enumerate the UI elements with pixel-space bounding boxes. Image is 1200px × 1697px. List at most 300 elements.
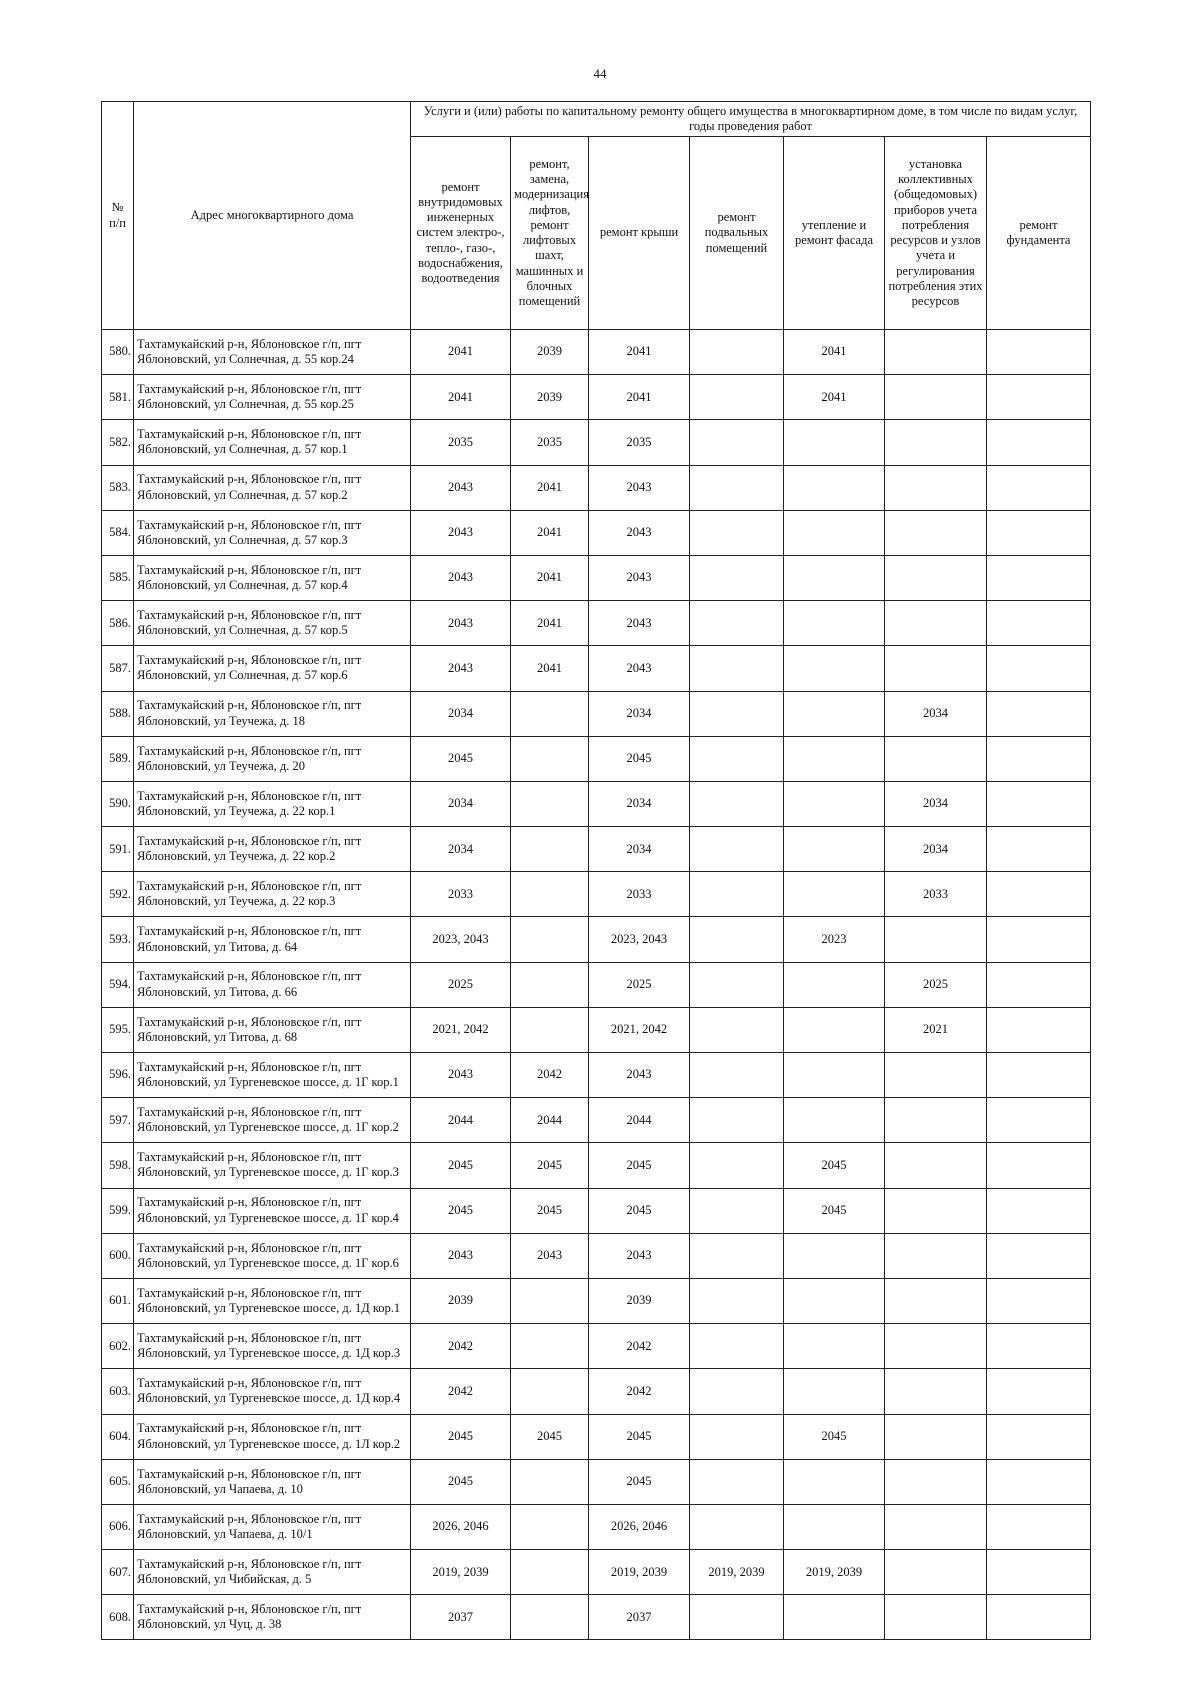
row-year-cell xyxy=(690,465,784,510)
row-year-cell: 2043 xyxy=(411,465,511,510)
row-year-cell xyxy=(690,420,784,465)
table-row xyxy=(102,1143,1091,1188)
row-year-cell xyxy=(987,917,1091,962)
row-year-cell xyxy=(784,465,885,510)
row-year-cell xyxy=(885,736,987,781)
row-year-cell: 2037 xyxy=(589,1595,690,1640)
row-number: 583. xyxy=(102,465,134,510)
table-row xyxy=(102,962,1091,1007)
row-year-cell: 2039 xyxy=(511,375,589,420)
row-year-cell xyxy=(784,736,885,781)
row-year-cell: 2043 xyxy=(589,646,690,691)
row-address: Тахтамукайский р-н, Яблоновское г/п, пгт Яблоновский, ул Теучежа, д. 22 кор.3 xyxy=(134,872,411,917)
row-year-cell xyxy=(987,465,1091,510)
table-row xyxy=(102,917,1091,962)
row-year-cell xyxy=(511,1369,589,1414)
row-year-cell xyxy=(987,691,1091,736)
row-year-cell xyxy=(511,1459,589,1504)
row-year-cell xyxy=(987,1143,1091,1188)
row-year-cell xyxy=(511,827,589,872)
row-year-cell xyxy=(885,1595,987,1640)
table-header xyxy=(102,102,1091,330)
row-year-cell xyxy=(690,1233,784,1278)
row-number: 603. xyxy=(102,1369,134,1414)
row-number: 585. xyxy=(102,555,134,600)
row-year-cell xyxy=(784,781,885,826)
row-year-cell xyxy=(511,1278,589,1323)
row-year-cell xyxy=(784,691,885,736)
row-year-cell xyxy=(511,781,589,826)
row-address: Тахтамукайский р-н, Яблоновское г/п, пгт Яблоновский, ул Солнечная, д. 57 кор.2 xyxy=(134,465,411,510)
row-year-cell: 2041 xyxy=(511,646,589,691)
row-year-cell xyxy=(511,962,589,1007)
row-year-cell xyxy=(885,1324,987,1369)
row-year-cell xyxy=(784,1278,885,1323)
row-year-cell: 2033 xyxy=(885,872,987,917)
row-year-cell xyxy=(987,1369,1091,1414)
row-year-cell xyxy=(690,646,784,691)
table-row xyxy=(102,872,1091,917)
row-year-cell: 2035 xyxy=(511,420,589,465)
row-year-cell: 2045 xyxy=(411,1414,511,1459)
row-year-cell: 2044 xyxy=(511,1098,589,1143)
row-year-cell: 2034 xyxy=(885,691,987,736)
row-year-cell xyxy=(690,827,784,872)
row-year-cell xyxy=(987,781,1091,826)
row-year-cell: 2034 xyxy=(885,781,987,826)
table-row xyxy=(102,555,1091,600)
row-year-cell: 2033 xyxy=(411,872,511,917)
row-year-cell xyxy=(885,1278,987,1323)
row-number: 601. xyxy=(102,1278,134,1323)
row-number: 591. xyxy=(102,827,134,872)
row-address: Тахтамукайский р-н, Яблоновское г/п, пгт Яблоновский, ул Чапаева, д. 10 xyxy=(134,1459,411,1504)
row-year-cell: 2045 xyxy=(784,1143,885,1188)
row-year-cell xyxy=(987,601,1091,646)
table-row xyxy=(102,1324,1091,1369)
row-year-cell xyxy=(690,736,784,781)
row-year-cell: 2043 xyxy=(411,510,511,555)
row-year-cell: 2041 xyxy=(511,465,589,510)
row-year-cell xyxy=(885,1233,987,1278)
row-year-cell: 2034 xyxy=(589,827,690,872)
row-year-cell xyxy=(987,420,1091,465)
row-year-cell xyxy=(690,1369,784,1414)
row-year-cell xyxy=(987,375,1091,420)
table-row xyxy=(102,1053,1091,1098)
row-year-cell: 2044 xyxy=(411,1098,511,1143)
row-number: 599. xyxy=(102,1188,134,1233)
row-address: Тахтамукайский р-н, Яблоновское г/п, пгт Яблоновский, ул Чибийская, д. 5 xyxy=(134,1550,411,1595)
row-year-cell xyxy=(511,736,589,781)
row-year-cell: 2023 xyxy=(784,917,885,962)
row-year-cell xyxy=(690,781,784,826)
row-year-cell xyxy=(987,736,1091,781)
row-year-cell: 2026, 2046 xyxy=(589,1504,690,1549)
row-year-cell: 2043 xyxy=(411,555,511,600)
row-year-cell: 2043 xyxy=(589,510,690,555)
row-year-cell xyxy=(690,1143,784,1188)
row-year-cell: 2021, 2042 xyxy=(589,1007,690,1052)
row-year-cell: 2041 xyxy=(511,601,589,646)
row-year-cell: 2045 xyxy=(411,1143,511,1188)
row-year-cell: 2034 xyxy=(885,827,987,872)
row-year-cell: 2023, 2043 xyxy=(589,917,690,962)
row-year-cell: 2045 xyxy=(511,1143,589,1188)
row-number: 595. xyxy=(102,1007,134,1052)
row-year-cell xyxy=(987,1324,1091,1369)
row-address: Тахтамукайский р-н, Яблоновское г/п, пгт Яблоновский, ул Теучежа, д. 22 кор.1 xyxy=(134,781,411,826)
row-year-cell xyxy=(987,1233,1091,1278)
row-year-cell xyxy=(987,1550,1091,1595)
row-address: Тахтамукайский р-н, Яблоновское г/п, пгт Яблоновский, ул Солнечная, д. 55 кор.25 xyxy=(134,375,411,420)
row-year-cell: 2042 xyxy=(411,1324,511,1369)
row-year-cell: 2043 xyxy=(589,601,690,646)
header-address: Адрес многоквартирного дома xyxy=(134,102,411,330)
row-year-cell xyxy=(885,465,987,510)
row-year-cell xyxy=(690,1053,784,1098)
row-year-cell: 2041 xyxy=(784,330,885,375)
row-number: 602. xyxy=(102,1324,134,1369)
row-number: 582. xyxy=(102,420,134,465)
row-year-cell xyxy=(987,1595,1091,1640)
table-row xyxy=(102,1550,1091,1595)
row-year-cell xyxy=(690,330,784,375)
table-row xyxy=(102,330,1091,375)
row-number: 597. xyxy=(102,1098,134,1143)
row-year-cell: 2045 xyxy=(784,1414,885,1459)
row-number: 589. xyxy=(102,736,134,781)
row-year-cell xyxy=(784,555,885,600)
row-year-cell: 2034 xyxy=(411,827,511,872)
row-year-cell: 2045 xyxy=(511,1414,589,1459)
row-number: 600. xyxy=(102,1233,134,1278)
row-year-cell xyxy=(690,1324,784,1369)
row-year-cell xyxy=(987,1278,1091,1323)
row-year-cell: 2045 xyxy=(589,1414,690,1459)
row-year-cell: 2019, 2039 xyxy=(690,1550,784,1595)
table-row xyxy=(102,646,1091,691)
row-year-cell: 2025 xyxy=(589,962,690,1007)
row-year-cell xyxy=(885,1143,987,1188)
row-year-cell xyxy=(885,1098,987,1143)
row-address: Тахтамукайский р-н, Яблоновское г/п, пгт Яблоновский, ул Тургеневское шоссе, д. 1Л кор.2 xyxy=(134,1414,411,1459)
row-year-cell: 2019, 2039 xyxy=(784,1550,885,1595)
row-address: Тахтамукайский р-н, Яблоновское г/п, пгт Яблоновский, ул Тургеневское шоссе, д. 1Г кор.2 xyxy=(134,1098,411,1143)
row-year-cell xyxy=(885,1414,987,1459)
row-number: 608. xyxy=(102,1595,134,1640)
row-year-cell: 2045 xyxy=(589,1143,690,1188)
row-year-cell xyxy=(511,1550,589,1595)
row-year-cell xyxy=(690,375,784,420)
row-year-cell xyxy=(987,555,1091,600)
header-services-group: Услуги и (или) работы по капитальному ремонту общего имущества в многоквартирном доме, в том числе по видам услуг, годы проведения работ xyxy=(411,102,1091,137)
row-year-cell xyxy=(885,510,987,555)
row-year-cell: 2025 xyxy=(411,962,511,1007)
row-year-cell: 2039 xyxy=(589,1278,690,1323)
row-year-cell: 2042 xyxy=(511,1053,589,1098)
row-year-cell xyxy=(885,1053,987,1098)
row-year-cell xyxy=(784,1324,885,1369)
row-year-cell xyxy=(885,330,987,375)
row-year-cell: 2025 xyxy=(885,962,987,1007)
row-year-cell xyxy=(987,646,1091,691)
row-year-cell: 2034 xyxy=(411,691,511,736)
row-year-cell xyxy=(784,1098,885,1143)
row-address: Тахтамукайский р-н, Яблоновское г/п, пгт Яблоновский, ул Чуц, д. 38 xyxy=(134,1595,411,1640)
row-year-cell xyxy=(987,1504,1091,1549)
row-year-cell: 2045 xyxy=(411,1459,511,1504)
row-number: 590. xyxy=(102,781,134,826)
row-year-cell: 2041 xyxy=(784,375,885,420)
row-year-cell xyxy=(784,1459,885,1504)
row-year-cell xyxy=(885,917,987,962)
row-year-cell xyxy=(690,1007,784,1052)
row-year-cell xyxy=(987,1414,1091,1459)
row-year-cell xyxy=(885,375,987,420)
row-number: 594. xyxy=(102,962,134,1007)
row-year-cell: 2041 xyxy=(411,375,511,420)
row-year-cell: 2045 xyxy=(589,1459,690,1504)
header-facade: утепление и ремонт фасада xyxy=(784,137,885,330)
row-year-cell: 2033 xyxy=(589,872,690,917)
row-year-cell xyxy=(690,1504,784,1549)
row-year-cell xyxy=(987,1188,1091,1233)
table-row xyxy=(102,1369,1091,1414)
row-year-cell: 2042 xyxy=(589,1369,690,1414)
row-number: 584. xyxy=(102,510,134,555)
row-address: Тахтамукайский р-н, Яблоновское г/п, пгт Яблоновский, ул Теучежа, д. 20 xyxy=(134,736,411,781)
row-year-cell xyxy=(511,1007,589,1052)
row-number: 581. xyxy=(102,375,134,420)
row-year-cell: 2042 xyxy=(411,1369,511,1414)
row-year-cell: 2039 xyxy=(511,330,589,375)
table-row xyxy=(102,1595,1091,1640)
row-year-cell: 2037 xyxy=(411,1595,511,1640)
row-year-cell xyxy=(987,1098,1091,1143)
row-year-cell xyxy=(784,1233,885,1278)
row-year-cell: 2041 xyxy=(589,375,690,420)
row-year-cell xyxy=(987,330,1091,375)
row-year-cell xyxy=(690,962,784,1007)
row-number: 587. xyxy=(102,646,134,691)
row-year-cell: 2041 xyxy=(511,510,589,555)
table-row xyxy=(102,465,1091,510)
row-year-cell xyxy=(885,646,987,691)
row-year-cell xyxy=(885,420,987,465)
row-year-cell: 2034 xyxy=(589,781,690,826)
row-year-cell: 2045 xyxy=(784,1188,885,1233)
row-year-cell: 2043 xyxy=(589,555,690,600)
row-number: 588. xyxy=(102,691,134,736)
row-address: Тахтамукайский р-н, Яблоновское г/п, пгт Яблоновский, ул Чапаева, д. 10/1 xyxy=(134,1504,411,1549)
header-metering: установка коллективных (общедомовых) приборов учета потребления ресурсов и узлов учета и регулирования потребления этих ресурсов xyxy=(885,137,987,330)
row-year-cell xyxy=(784,1504,885,1549)
row-year-cell: 2043 xyxy=(411,646,511,691)
row-year-cell: 2019, 2039 xyxy=(589,1550,690,1595)
row-address: Тахтамукайский р-н, Яблоновское г/п, пгт Яблоновский, ул Тургеневское шоссе, д. 1Г кор.3 xyxy=(134,1143,411,1188)
row-year-cell: 2043 xyxy=(589,1233,690,1278)
row-address: Тахтамукайский р-н, Яблоновское г/п, пгт Яблоновский, ул Тургеневское шоссе, д. 1Д кор.3 xyxy=(134,1324,411,1369)
table-row xyxy=(102,1098,1091,1143)
table-row xyxy=(102,691,1091,736)
header-internal-systems: ремонт внутридомовых инженерных систем электро-, тепло-, газо-, водоснабжения, водоотведения xyxy=(411,137,511,330)
row-year-cell xyxy=(987,1007,1091,1052)
row-year-cell xyxy=(690,1459,784,1504)
row-year-cell: 2043 xyxy=(411,601,511,646)
row-number: 593. xyxy=(102,917,134,962)
row-year-cell xyxy=(885,1188,987,1233)
table-row xyxy=(102,601,1091,646)
row-year-cell: 2045 xyxy=(411,1188,511,1233)
table-body xyxy=(102,330,1091,1640)
row-year-cell xyxy=(987,510,1091,555)
row-year-cell xyxy=(987,962,1091,1007)
table-row xyxy=(102,1504,1091,1549)
row-year-cell xyxy=(784,827,885,872)
row-year-cell xyxy=(987,1053,1091,1098)
row-year-cell xyxy=(511,872,589,917)
row-year-cell xyxy=(690,872,784,917)
table-row xyxy=(102,510,1091,555)
row-year-cell xyxy=(690,691,784,736)
row-year-cell xyxy=(885,555,987,600)
row-year-cell: 2041 xyxy=(411,330,511,375)
row-year-cell: 2045 xyxy=(411,736,511,781)
row-number: 592. xyxy=(102,872,134,917)
row-number: 596. xyxy=(102,1053,134,1098)
row-address: Тахтамукайский р-н, Яблоновское г/п, пгт Яблоновский, ул Титова, д. 68 xyxy=(134,1007,411,1052)
header-basement: ремонт подвальных помещений xyxy=(690,137,784,330)
row-year-cell: 2045 xyxy=(589,1188,690,1233)
row-address: Тахтамукайский р-н, Яблоновское г/п, пгт Яблоновский, ул Тургеневское шоссе, д. 1Г кор.6 xyxy=(134,1233,411,1278)
row-number: 598. xyxy=(102,1143,134,1188)
row-year-cell xyxy=(690,555,784,600)
row-year-cell: 2045 xyxy=(589,736,690,781)
row-year-cell xyxy=(690,1098,784,1143)
row-address: Тахтамукайский р-н, Яблоновское г/п, пгт Яблоновский, ул Солнечная, д. 57 кор.5 xyxy=(134,601,411,646)
row-year-cell xyxy=(690,1414,784,1459)
table-row xyxy=(102,736,1091,781)
row-year-cell: 2042 xyxy=(589,1324,690,1369)
row-year-cell: 2034 xyxy=(411,781,511,826)
row-number: 580. xyxy=(102,330,134,375)
row-year-cell xyxy=(784,510,885,555)
row-address: Тахтамукайский р-н, Яблоновское г/п, пгт Яблоновский, ул Титова, д. 66 xyxy=(134,962,411,1007)
row-address: Тахтамукайский р-н, Яблоновское г/п, пгт Яблоновский, ул Солнечная, д. 57 кор.6 xyxy=(134,646,411,691)
row-year-cell xyxy=(511,917,589,962)
row-year-cell: 2021, 2042 xyxy=(411,1007,511,1052)
row-year-cell xyxy=(511,1504,589,1549)
row-year-cell: 2043 xyxy=(411,1233,511,1278)
row-year-cell: 2023, 2043 xyxy=(411,917,511,962)
row-year-cell xyxy=(987,1459,1091,1504)
row-year-cell xyxy=(784,420,885,465)
table-row xyxy=(102,1459,1091,1504)
row-year-cell: 2043 xyxy=(411,1053,511,1098)
row-year-cell xyxy=(511,1324,589,1369)
row-year-cell xyxy=(784,1007,885,1052)
table-row xyxy=(102,420,1091,465)
row-year-cell: 2041 xyxy=(511,555,589,600)
row-year-cell xyxy=(690,1278,784,1323)
row-number: 607. xyxy=(102,1550,134,1595)
row-year-cell xyxy=(784,1595,885,1640)
row-year-cell xyxy=(885,1550,987,1595)
row-address: Тахтамукайский р-н, Яблоновское г/п, пгт Яблоновский, ул Солнечная, д. 57 кор.3 xyxy=(134,510,411,555)
table-row xyxy=(102,1414,1091,1459)
row-year-cell xyxy=(511,691,589,736)
row-year-cell xyxy=(690,601,784,646)
row-year-cell xyxy=(690,1188,784,1233)
row-address: Тахтамукайский р-н, Яблоновское г/п, пгт Яблоновский, ул Теучежа, д. 18 xyxy=(134,691,411,736)
row-year-cell xyxy=(885,1504,987,1549)
row-number: 586. xyxy=(102,601,134,646)
table-row xyxy=(102,781,1091,826)
row-year-cell xyxy=(885,1369,987,1414)
row-address: Тахтамукайский р-н, Яблоновское г/п, пгт Яблоновский, ул Тургеневское шоссе, д. 1Г кор.4 xyxy=(134,1188,411,1233)
row-year-cell xyxy=(784,601,885,646)
row-year-cell: 2034 xyxy=(589,691,690,736)
row-year-cell: 2045 xyxy=(511,1188,589,1233)
row-year-cell xyxy=(690,510,784,555)
row-year-cell xyxy=(885,1459,987,1504)
table-row xyxy=(102,1278,1091,1323)
row-year-cell: 2043 xyxy=(589,1053,690,1098)
capital-repair-table xyxy=(101,101,1091,1640)
header-elevators: ремонт, замена, модернизация лифтов, ремонт лифтовых шахт, машинных и блочных помещений xyxy=(511,137,589,330)
row-year-cell xyxy=(784,646,885,691)
row-year-cell xyxy=(987,827,1091,872)
row-year-cell: 2043 xyxy=(511,1233,589,1278)
page-number: 44 xyxy=(593,66,607,81)
header-roof: ремонт крыши xyxy=(589,137,690,330)
row-year-cell xyxy=(784,872,885,917)
row-number: 606. xyxy=(102,1504,134,1549)
table-row xyxy=(102,1188,1091,1233)
row-address: Тахтамукайский р-н, Яблоновское г/п, пгт Яблоновский, ул Солнечная, д. 57 кор.1 xyxy=(134,420,411,465)
table-row xyxy=(102,1233,1091,1278)
row-year-cell xyxy=(987,872,1091,917)
row-year-cell: 2026, 2046 xyxy=(411,1504,511,1549)
row-address: Тахтамукайский р-н, Яблоновское г/п, пгт Яблоновский, ул Солнечная, д. 57 кор.4 xyxy=(134,555,411,600)
row-year-cell: 2043 xyxy=(589,465,690,510)
row-year-cell xyxy=(511,1595,589,1640)
row-number: 605. xyxy=(102,1459,134,1504)
row-address: Тахтамукайский р-н, Яблоновское г/п, пгт Яблоновский, ул Тургеневское шоссе, д. 1Д кор.4 xyxy=(134,1369,411,1414)
row-year-cell: 2044 xyxy=(589,1098,690,1143)
row-year-cell xyxy=(784,1369,885,1414)
table-row xyxy=(102,1007,1091,1052)
header-foundation: ремонт фундамента xyxy=(987,137,1091,330)
row-year-cell: 2035 xyxy=(411,420,511,465)
row-year-cell: 2019, 2039 xyxy=(411,1550,511,1595)
row-address: Тахтамукайский р-н, Яблоновское г/п, пгт Яблоновский, ул Тургеневское шоссе, д. 1Г кор.1 xyxy=(134,1053,411,1098)
row-year-cell: 2021 xyxy=(885,1007,987,1052)
row-year-cell: 2035 xyxy=(589,420,690,465)
table-row xyxy=(102,375,1091,420)
row-year-cell xyxy=(784,1053,885,1098)
row-address: Тахтамукайский р-н, Яблоновское г/п, пгт Яблоновский, ул Титова, д. 64 xyxy=(134,917,411,962)
row-year-cell xyxy=(690,917,784,962)
row-address: Тахтамукайский р-н, Яблоновское г/п, пгт Яблоновский, ул Тургеневское шоссе, д. 1Д кор.1 xyxy=(134,1278,411,1323)
row-year-cell xyxy=(885,601,987,646)
row-number: 604. xyxy=(102,1414,134,1459)
row-year-cell: 2039 xyxy=(411,1278,511,1323)
header-num: № п/п xyxy=(102,102,134,330)
row-year-cell: 2041 xyxy=(589,330,690,375)
row-address: Тахтамукайский р-н, Яблоновское г/п, пгт Яблоновский, ул Теучежа, д. 22 кор.2 xyxy=(134,827,411,872)
